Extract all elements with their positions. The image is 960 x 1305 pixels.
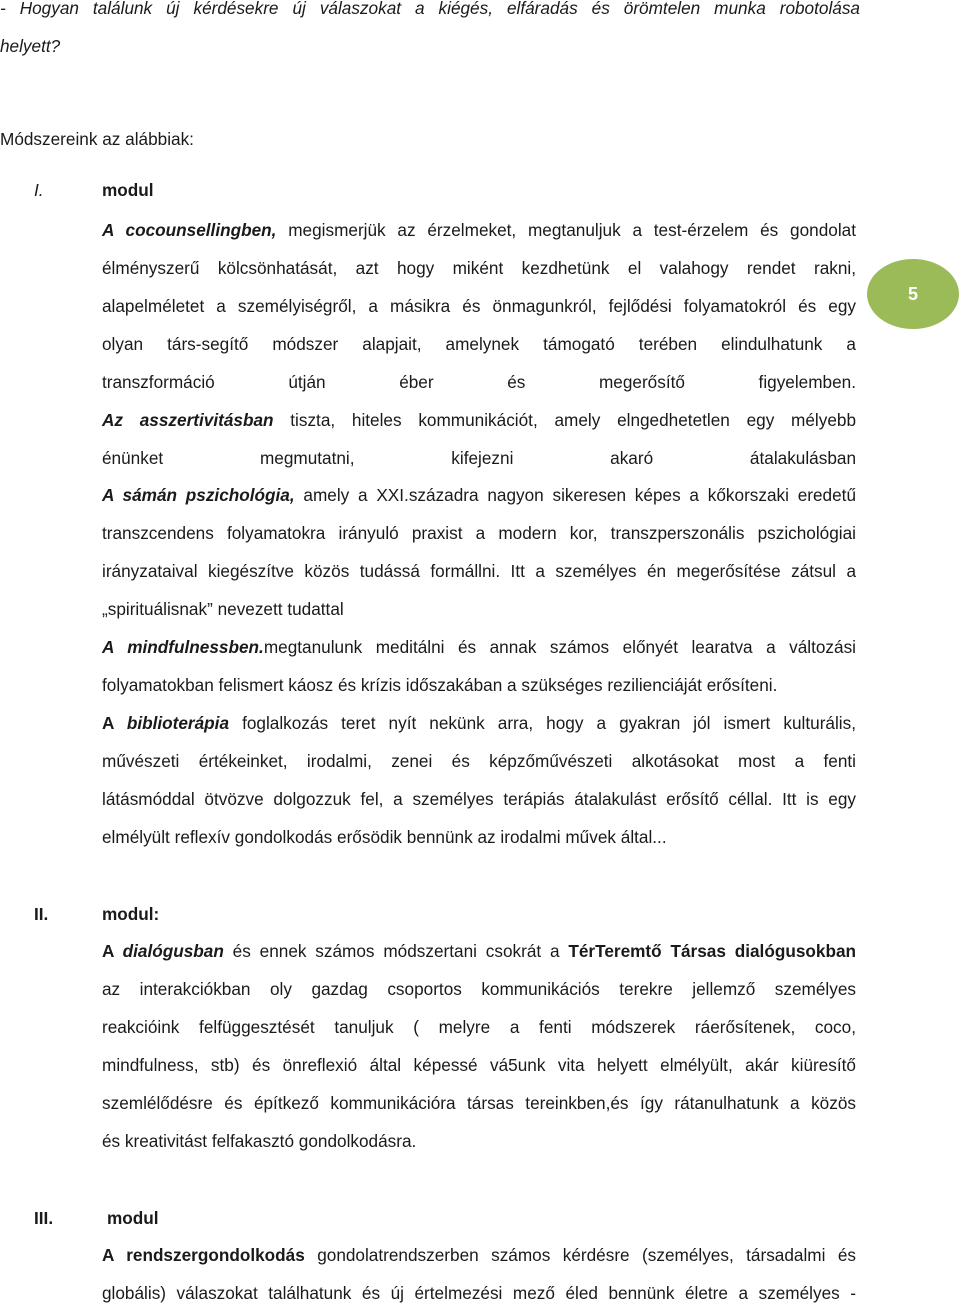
systems-line-2: globális) válaszokat találhatunk és új értelmezési mező éled bennünk életre a személyes - (102, 1283, 856, 1303)
dialogue-line-5: szemlélődésre és építkező kommunikációra társas tereinkben,és így rátanulhatunk a közös (102, 1093, 856, 1113)
shaman-line-3: irányzataival kiegészítve közös tudássá formállni. Itt a személyes én megerősítése zátsul a (102, 561, 856, 581)
assertive-text-1: tiszta, hiteles kommunikációt, amely elngedhetetlen egy mélyebb (273, 410, 857, 430)
shaman-term: A sámán pszichológia, (102, 485, 295, 505)
module-2-number: II. (34, 904, 49, 924)
bibliotherapy-term: biblioterápia (126, 713, 230, 733)
bibliotherapy-line-4: elmélyült reflexív gondolkodás erősödik bennünk az irodalmi művek által... (102, 827, 667, 847)
module-3-title: modul (107, 1208, 159, 1228)
cocounselling-line-3: alapelméletet a személyiségről, a másikra és önmagunkról, fejlődési folyamatokról és egy (102, 296, 856, 316)
bibliotherapy-line-1 (102, 711, 856, 735)
assertive-line-2: énünket megmutatni, kifejezni akaró átalakulásban (102, 448, 856, 468)
cocounselling-term: A cocounsellingben, (102, 220, 277, 240)
module-2-title: modul: (102, 904, 160, 924)
dialogue-line-6: és kreativitást felfakasztó gondolkodásra. (102, 1131, 417, 1151)
shaman-line-2: transzcendens folyamatokra irányuló praxist a modern kor, transzperszonális pszichológiai (102, 523, 856, 543)
mindfulness-line-1 (102, 635, 856, 659)
dialogue-line-2: az interakciókban oly gazdag csoportos kommunikációs terekre jellemző személyes (102, 979, 856, 999)
bibliotherapy-line-3: látásmóddal ötvözve dolgozzuk fel, a személyes terápiás átalakulást erősítő céllal. Itt is egy (102, 789, 856, 809)
intro-question-line-2: helyett? (0, 36, 61, 56)
bibliotherapy-text-1: foglalkozás teret nyít nekünk arra, hogy a gyakran jól ismert kulturális, (229, 713, 856, 733)
systems-text-1: gondolatrendszerben számos kérdésre (személyes, társadalmi és (304, 1245, 856, 1265)
assertive-line-1 (102, 408, 856, 432)
shaman-line-1 (102, 483, 856, 507)
mindfulness-text-1: megtanulunk meditálni és annak számos előnyét learatva a változási (263, 637, 856, 657)
shaman-text-1: amely a XXI.századra nagyon sikeresen képes a kőkorszaki eredetű (294, 485, 857, 505)
module-3-number: III. (34, 1208, 54, 1228)
cocounselling-line-5: transzformáció útján éber és megerősítő figyelemben. (102, 372, 856, 392)
dialogue-text-1: és ennek számos módszertani csokrát a (223, 941, 569, 961)
assertive-term: Az asszertivitásban (102, 410, 274, 430)
systems-term: A rendszergondolkodás (102, 1245, 305, 1265)
dialogue-line-4: mindfulness, stb) és önreflexió által képessé vá5unk vita helyett elmélyült, akár kiüresítő (102, 1055, 856, 1075)
mindfulness-term: A mindfulnessben. (102, 637, 264, 657)
intro-question-line-1: - Hogyan találunk új kérdésekre új válaszokat a kiégés, elfáradás és örömtelen munka robotolása (0, 0, 860, 18)
mindfulness-line-2: folyamatokban felismert káosz és krízis időszakában a szükséges rezilienciáját erősíteni. (102, 675, 778, 695)
dialogue-line-1 (102, 939, 856, 963)
cocounselling-line-4: olyan társ-segítő módszer alapjait, amelynek támogató terében elindulhatunk a (102, 334, 856, 354)
bibliotherapy-line-2: művészeti értékeinket, irodalmi, zenei és képzőművészeti alkotásokat most a fenti (102, 751, 856, 771)
dialogue-line-3: reakcióink felfüggesztését tanuljuk ( melyre a fenti módszerek ráerősítenek, coco, (102, 1017, 856, 1037)
dialogue-article: A (102, 941, 123, 961)
cocounselling-line-2: élményszerű kölcsönhatását, azt hogy miként kezdhetünk el valahogy rendet rakni, (102, 258, 856, 278)
bibliotherapy-article: A (102, 713, 127, 733)
cocounselling-line-1 (102, 218, 856, 242)
shaman-line-4: „spirituálisnak” nevezett tudattal (102, 599, 344, 619)
page-number-badge: 5 (867, 259, 959, 329)
dialogue-brand: TérTeremtő Társas dialógusokban (568, 941, 856, 961)
systems-line-1 (102, 1243, 856, 1267)
methods-heading: Módszereink az alábbiak: (0, 129, 194, 149)
module-1-title: modul (102, 180, 154, 200)
cocounselling-text-1: megismerjük az érzelmeket, megtanuljuk a test-érzelem és gondolat (276, 220, 857, 240)
module-1-number: I. (34, 180, 44, 200)
dialogue-term: dialógusban (122, 941, 224, 961)
